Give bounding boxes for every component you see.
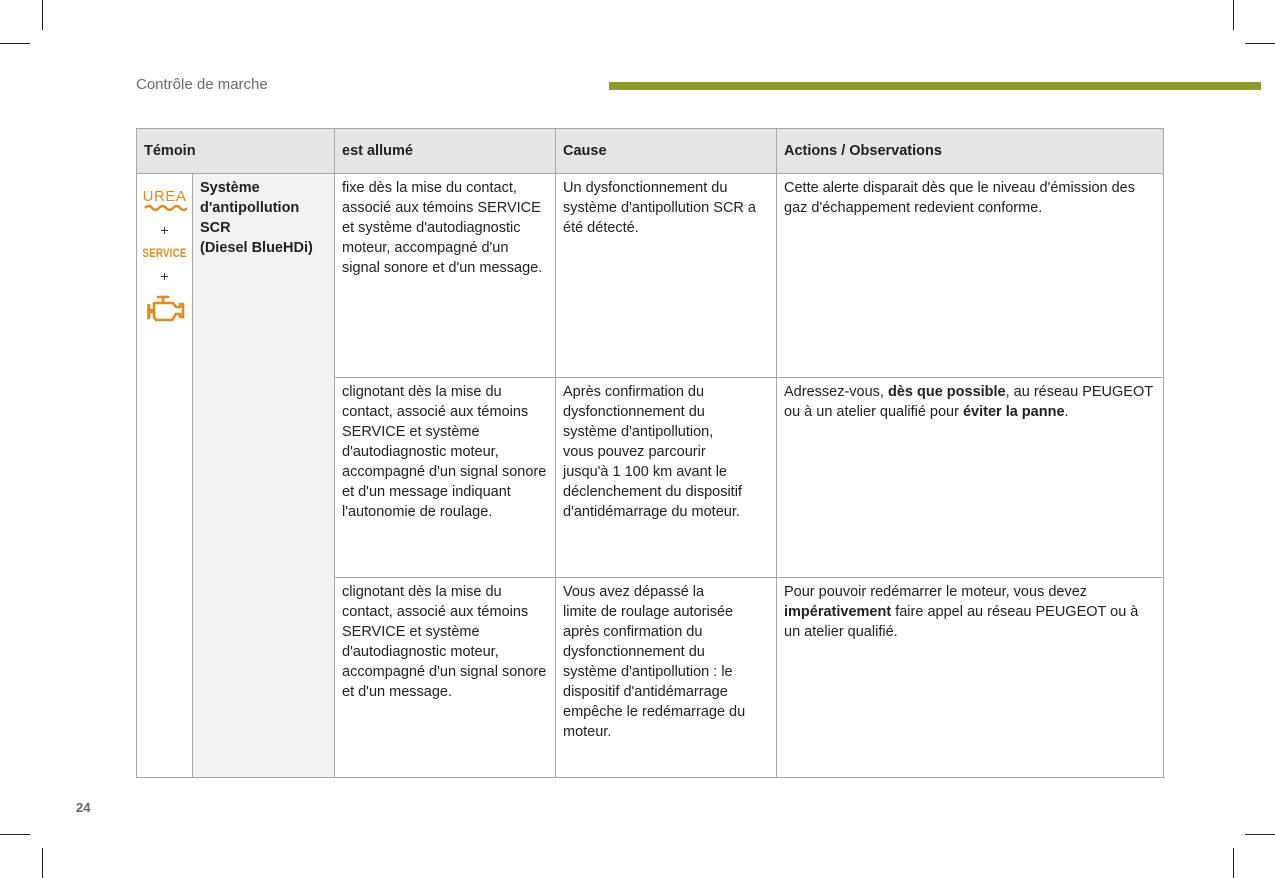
- cause-cell: Un dysfonctionnement du système d'antipollution SCR a été détecté.: [556, 174, 777, 378]
- urea-warning-icon: UREA: [142, 188, 187, 205]
- system-name-cell: [193, 174, 335, 778]
- crop-mark: [1233, 0, 1234, 30]
- action-text: , au réseau PEUGEOT ou à un atelier qualifié pour: [784, 384, 1153, 420]
- lit-cell: clignotant dès la mise du contact, associé aux témoins SERVICE et système d'autodiagnostic moteur, accompagné d'un signal sonore et d'un message.: [335, 578, 556, 778]
- system-line: Système: [200, 180, 260, 196]
- table-row: [137, 174, 1164, 378]
- system-line: (Diesel BlueHDi): [200, 240, 313, 256]
- cause-line: vous pouvez parcourir: [563, 444, 706, 460]
- cause-line: jusqu'à 1 100 km avant le: [563, 464, 727, 480]
- warning-lights-table: [136, 128, 1164, 778]
- action-cell: [777, 578, 1164, 778]
- crop-mark: [1245, 834, 1275, 835]
- lit-cell: fixe dès la mise du contact, associé aux témoins SERVICE et système d'autodiagnostic moteur, accompagné d'un signal sonore et d'un message.: [335, 174, 556, 378]
- cause-cell: [556, 578, 777, 778]
- plus-sign: +: [160, 222, 169, 238]
- action-cell: Cette alerte disparait dès que le niveau d'émission des gaz d'échappement redevient conforme.: [777, 174, 1164, 378]
- page-number: 24: [76, 800, 91, 815]
- system-line: d'antipollution: [200, 200, 300, 216]
- crop-mark: [42, 848, 43, 878]
- cause-line: après confirmation du: [563, 624, 703, 640]
- cause-line: d'antidémarrage du moteur.: [563, 504, 740, 520]
- section-accent-bar: [609, 82, 1261, 90]
- column-header-temoin: Témoin: [137, 129, 335, 174]
- column-header-actions: Actions / Observations: [777, 129, 1164, 174]
- action-text: .: [1064, 404, 1069, 420]
- crop-mark: [0, 43, 30, 44]
- lit-cell: clignotant dès la mise du contact, associé aux témoins SERVICE et système d'autodiagnostic moteur, accompagné d'un signal sonore et d'un message indiquant l'autonomie de roulage.: [335, 378, 556, 578]
- cause-line: déclenchement du dispositif: [563, 484, 742, 500]
- cause-line: Après confirmation du: [563, 384, 705, 400]
- cause-line: limite de roulage autorisée: [563, 604, 734, 620]
- cause-line: système d'antipollution,: [563, 424, 714, 440]
- column-header-cause: Cause: [556, 129, 777, 174]
- urea-wave-icon: [143, 204, 187, 214]
- cause-line: moteur.: [563, 724, 612, 740]
- cause-line: dysfonctionnement du: [563, 644, 705, 660]
- crop-mark: [42, 0, 43, 30]
- engine-warning-icon: [145, 294, 185, 324]
- service-warning-icon: SERVICE: [142, 246, 187, 260]
- system-line: SCR: [200, 220, 231, 236]
- action-text: faire appel au réseau PEUGEOT ou à un atelier qualifié.: [784, 604, 1139, 640]
- table-header-row: [137, 129, 1164, 174]
- indicator-icons-cell: [137, 174, 193, 778]
- cause-line: dysfonctionnement du: [563, 404, 705, 420]
- action-emphasis: impérativement: [784, 604, 892, 620]
- cause-line: système d'antipollution : le: [563, 664, 733, 680]
- cause-cell: [556, 378, 777, 578]
- crop-mark: [1233, 848, 1234, 878]
- action-emphasis: dès que possible: [887, 384, 1006, 400]
- action-text: Pour pouvoir redémarrer le moteur, vous devez: [784, 584, 1088, 600]
- column-header-lit: est allumé: [335, 129, 556, 174]
- action-text: Adressez-vous,: [784, 384, 888, 400]
- cause-line: empêche le redémarrage du: [563, 704, 746, 720]
- action-emphasis: éviter la panne: [962, 404, 1065, 420]
- section-title: Contrôle de marche: [136, 76, 268, 93]
- action-cell: [777, 378, 1164, 578]
- cause-line: Vous avez dépassé la: [563, 584, 705, 600]
- plus-sign: +: [160, 268, 169, 284]
- cause-line: dispositif d'antidémarrage: [563, 684, 728, 700]
- crop-mark: [1245, 43, 1275, 44]
- crop-mark: [0, 834, 30, 835]
